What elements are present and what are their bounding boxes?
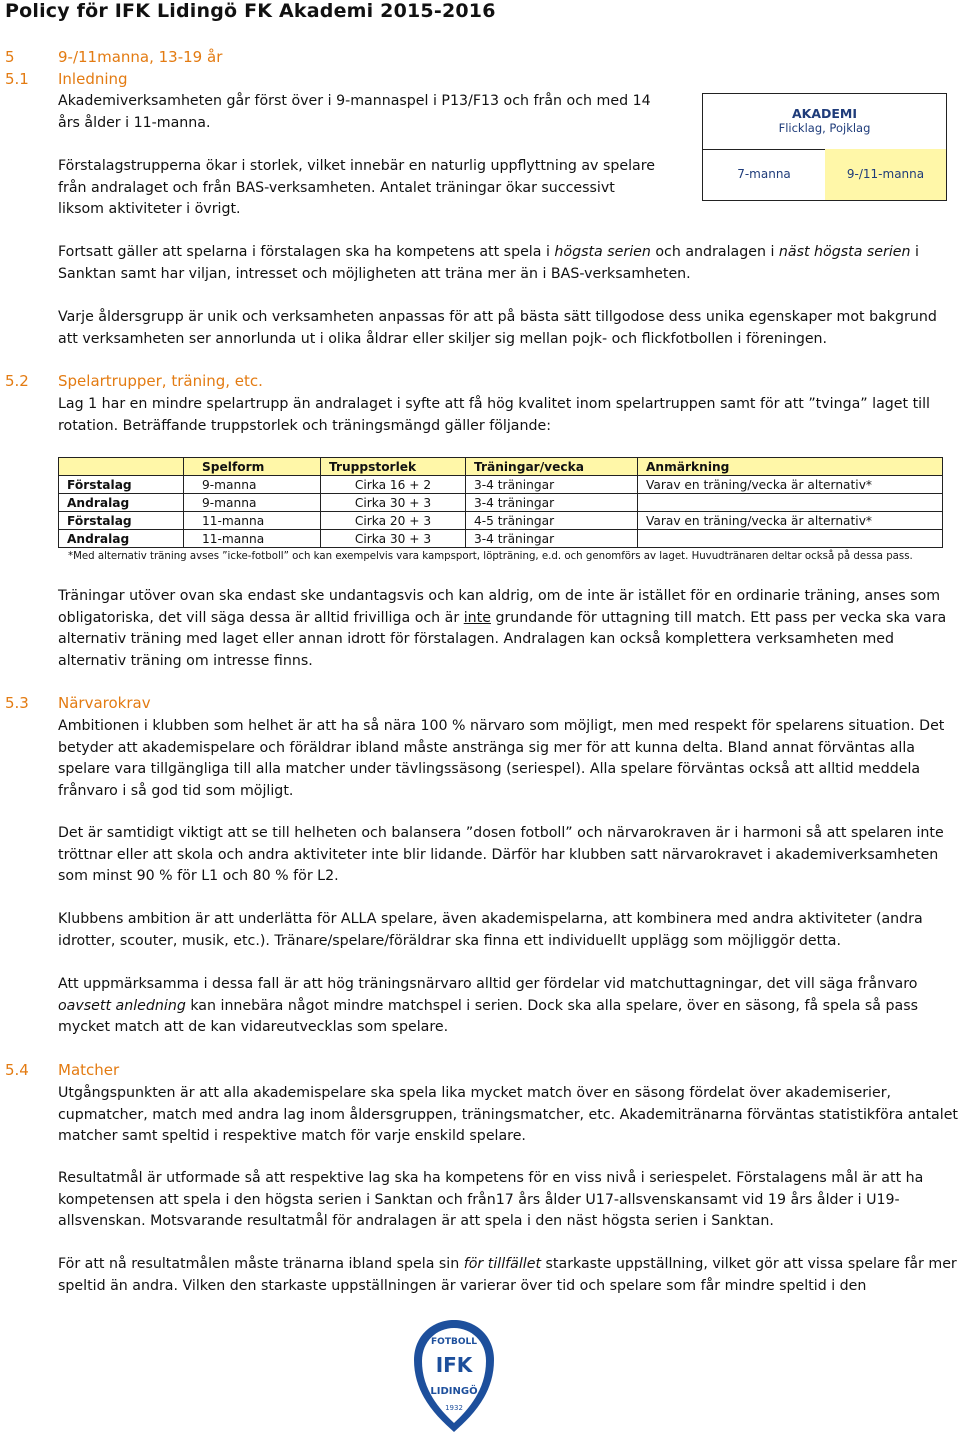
table-cell: Cirka 30 + 3	[321, 530, 466, 548]
table-cell: 11-manna	[184, 512, 321, 530]
paragraph	[58, 156, 658, 221]
table-cell: Varav en träning/vecka är alternativ*	[638, 512, 943, 530]
section-title: Matcher	[58, 1061, 120, 1079]
paragraph-text: Ambitionen i klubben som helhet är att ha så nära 100 % närvaro som möjligt, men med respekt för spelarens situation. Det betyder att akademispelare och föräldrar ibland måste anstränga sig mer för att kunna delta. Bland annat förväntas alla spelare vara tillgängliga till alla matcher under tävlingssäsong (seriespel). Alla spelare förväntas också att alltid meddela frånvaro i så god tid som möjligt.	[58, 718, 945, 799]
table-cell: Cirka 16 + 2	[321, 476, 466, 494]
akademi-box	[702, 93, 947, 201]
section-title: Spelartrupper, träning, etc.	[58, 372, 263, 390]
table-cell: Andralag	[59, 494, 184, 512]
logo-bottom-text: LIDINGÖ	[430, 1386, 478, 1397]
paragraph	[58, 307, 948, 350]
text-run: grundande för uttagning till match. Ett pass per vecka ska vara alternativ träning med laget eller annan idrott för förstalagen. Andralagen kan också komplettera verksamheten med alternativ träning om intresse finns.	[58, 609, 947, 669]
table-cell: Cirka 20 + 3	[321, 512, 466, 530]
paragraph	[58, 716, 958, 802]
table-footnote: *Med alternativ träning avses ”icke-fotboll” och kan exempelvis vara kampsport, löpträning, e.d. och genomförs av laget. Huvudtränaren deltar också på dessa pass.	[68, 551, 913, 562]
table-cell: Förstalag	[59, 476, 184, 494]
paragraph-text: Akademiverksamheten går först över i 9-mannaspel i P13/F13 och från och med 14 års ålder i 11-manna.	[58, 93, 651, 131]
table-cell: Cirka 30 + 3	[321, 494, 466, 512]
akademi-box-header	[703, 94, 946, 150]
section-number: 5	[5, 48, 15, 66]
akademi-box-right-cell: 9-/11-manna	[825, 149, 946, 200]
table-header-cell: Träningar/vecka	[466, 458, 638, 476]
table-cell: Andralag	[59, 530, 184, 548]
table-cell: 9-manna	[184, 494, 321, 512]
section-title: Inledning	[58, 70, 128, 88]
table-cell	[638, 494, 943, 512]
table-cell: Varav en träning/vecka är alternativ*	[638, 476, 943, 494]
text-run: och andralagen i	[650, 244, 779, 260]
section-title: 9-/11manna, 13-19 år	[58, 48, 223, 66]
paragraph-text	[58, 1254, 958, 1297]
paragraph-text: Varje åldersgrupp är unik och verksamheten anpassas för att på bästa sätt tillgodose dess unika egenskaper mot bakgrund att verksamheten ser annorlunda ut i olika åldrar eller skiljer sig mellan pojk- och flickfotbollen i föreningen.	[58, 309, 937, 347]
section-number: 5.1	[5, 70, 29, 88]
text-run: starkaste uppställning, vilket gör att vissa spelare får mer speltid än andra. Vilken den starkaste uppställningen är varierar över tid och spelare som får mindre speltid i den	[58, 1256, 957, 1294]
akademi-box-left-cell: 7-manna	[703, 149, 826, 200]
section-number: 5.2	[5, 372, 29, 390]
table-header-cell: Anmärkning	[638, 458, 943, 476]
paragraph	[58, 1168, 958, 1233]
paragraph-text: Förstalagstrupperna ökar i storlek, vilket innebär en naturlig uppflyttning av spelare från andralaget och från BAS-verksamheten. Antalet träningar ökar successivt liksom aktiviteter i övrigt.	[58, 158, 655, 217]
table-cell: 3-4 träningar	[466, 476, 638, 494]
training-table	[58, 457, 943, 548]
paragraph	[58, 823, 958, 888]
paragraph	[58, 394, 948, 437]
paragraph	[58, 974, 958, 1039]
table-cell	[638, 530, 943, 548]
text-run-underline: inte	[463, 609, 491, 626]
logo-mid-text: IFK	[435, 1353, 473, 1377]
akademi-box-title: AKADEMI	[791, 106, 858, 121]
paragraph-text	[58, 974, 958, 1039]
paragraph	[58, 1083, 958, 1148]
paragraph-text: Utgångspunkten är att alla akademispelare ska spela lika mycket match över en säsong fördelat över akademiserier, cupmatcher, match med andra lag inom åldersgruppen, träningsmatcher, etc. Akademitränarna förväntas statistikföra antalet matcher samt speltid i respektive match för varje enskild spelare.	[58, 1085, 958, 1144]
section-title: Närvarokrav	[58, 694, 151, 712]
paragraph-text: Klubbens ambition är att underlätta för ALLA spelare, även akademispelarna, att kombinera med andra aktiviteter (andra idrotter, scouter, musik, etc.). Tränare/spelare/föräldrar ska finna ett individuellt upplägg som möjliggör detta.	[58, 911, 923, 949]
table-cell: 3-4 träningar	[466, 494, 638, 512]
table-cell: 3-4 träningar	[466, 530, 638, 548]
text-run-italic: högsta serien	[554, 244, 651, 260]
section-number: 5.3	[5, 694, 29, 712]
section-number: 5.4	[5, 1061, 29, 1079]
text-run: i Sanktan samt har viljan, intresset och möjligheten att träna mer än i BAS-verksamheten.	[58, 244, 919, 282]
table-cell: Förstalag	[59, 512, 184, 530]
text-run: Att uppmärksamma i dessa fall är att hög träningsnärvaro alltid ger fördelar vid matchuttagningar, det vill säga frånvaro	[58, 976, 918, 992]
logo-year: 1932	[445, 1404, 463, 1412]
paragraph	[58, 1254, 958, 1297]
paragraph	[58, 586, 958, 672]
text-run-italic: för tillfället	[463, 1256, 542, 1272]
text-run: För att nå resultatmålen måste tränarna ibland spela sin	[58, 1256, 464, 1272]
paragraph-text	[58, 586, 958, 672]
text-run: Lag 1 har en mindre spelartrupp än andralaget i syfte att få hög kvalitet inom spelartruppen samt för att ”tvinga” laget till rotation.	[58, 396, 930, 434]
text-run: kan innebära något mindre matchspel i serien. Dock ska alla spelare, över en säsong, få spela så pass mycket match att de kan vidareutvecklas som spelare.	[58, 997, 918, 1035]
table-row	[59, 530, 943, 548]
table-row	[59, 476, 943, 494]
table-cell: 4-5 träningar	[466, 512, 638, 530]
paragraph-text: Det är samtidigt viktigt att se till helheten och balansera ”dosen fotboll” och närvarokraven är i harmoni så att spelaren inte tröttnar eller att skola och andra aktiviteter inte blir lidande. Därför har klubben satt närvarokravet i akademiverksamheten som minst 90 % för L1 och 80 % för L2.	[58, 825, 944, 884]
table-header-cell	[59, 458, 184, 476]
table-header-cell: Spelform	[184, 458, 321, 476]
paragraph-text	[58, 394, 948, 437]
table-row	[59, 494, 943, 512]
paragraph	[58, 242, 948, 285]
akademi-box-subtitle: Flicklag, Pojklag	[778, 121, 871, 135]
table-header-cell: Truppstorlek	[321, 458, 466, 476]
text-run-italic: näst högsta serien	[778, 244, 911, 260]
paragraph	[58, 909, 958, 952]
paragraph-text	[58, 242, 948, 285]
paragraph	[58, 91, 668, 134]
table-cell: 11-manna	[184, 530, 321, 548]
text-run: Fortsatt gäller att spelarna i förstalagen ska ha kompetens att spela i	[58, 244, 555, 260]
table-row	[59, 512, 943, 530]
ifk-lidingo-logo	[404, 1316, 504, 1436]
page-title: Policy för IFK Lidingö FK Akademi 2015-2016	[5, 0, 496, 22]
paragraph-text: Resultatmål är utformade så att respektive lag ska ha kompetens för en viss nivå i seriespelet. Förstalagens mål är att ha kompetensen att spela i den högsta serien i Sanktan och från17 års ålder U17-allsvenskansamt vid 19 års ålder i U19-allsvenskan. Motsvarande resultatmål för andralagen är att spela i den näst högsta serien i Sanktan.	[58, 1170, 924, 1229]
logo-top-text: FOTBOLL	[431, 1337, 477, 1347]
text-run: Träningar utöver ovan ska endast ske undantagsvis och kan aldrig, om de inte är istället för en ordinarie träning, anses som obligatoriska, det vill säga dessa är alltid frivilliga och är	[58, 588, 941, 626]
table-cell: 9-manna	[184, 476, 321, 494]
text-run: Beträffande truppstorlek och träningsmängd gäller följande:	[122, 417, 552, 434]
text-run-italic: oavsett anledning	[58, 997, 186, 1014]
table-header-row	[59, 458, 943, 476]
